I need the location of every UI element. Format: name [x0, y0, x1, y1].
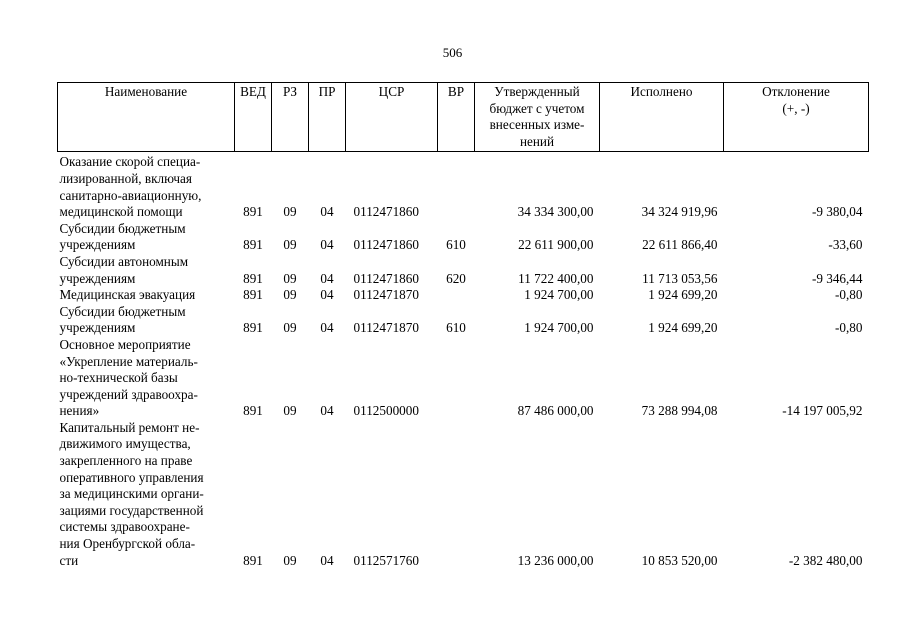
cell-pr: 04: [320, 270, 334, 286]
header-pr: ПР: [309, 83, 346, 152]
budget-table: [57, 82, 869, 569]
table-row: [58, 254, 869, 287]
cell-name: [58, 304, 235, 337]
cell-csr: 0112471860: [353, 237, 419, 253]
cell-csr: 0112471860: [353, 270, 419, 286]
header-rz: РЗ: [272, 83, 309, 152]
cell-budget: 1 924 700,00: [524, 320, 594, 336]
cell-name-line: системы здравоохране-: [59, 519, 190, 535]
cell-name: [58, 420, 235, 569]
cell-name: [58, 221, 235, 254]
cell-name-line: ния Оренбургской обла-: [59, 536, 196, 552]
cell-name: [58, 337, 235, 420]
cell-budget: 22 611 900,00: [518, 237, 594, 253]
cell-name: [58, 287, 235, 304]
cell-vr: [438, 420, 475, 569]
cell-name-line: закрепленного на праве: [59, 453, 193, 469]
cell-ved: 891: [243, 287, 263, 303]
table-header-row: [58, 83, 869, 152]
cell-pr: 04: [320, 320, 334, 336]
cell-deviation: -0,80: [835, 287, 863, 303]
cell-name-line: медицинской помощи: [59, 204, 183, 220]
header-budget-line: бюджет с учетом: [489, 100, 585, 116]
header-csr: ЦСР: [346, 83, 438, 152]
cell-pr: 04: [320, 552, 334, 568]
header-budget-line: внесенных изме-: [489, 117, 585, 133]
page-number: 506: [442, 45, 463, 60]
cell-name-line: оперативного управления: [59, 469, 204, 485]
cell-name-line: Субсидии бюджетным: [59, 303, 186, 319]
header-deviation-line: (+, -): [782, 100, 810, 116]
cell-csr: 0112471860: [353, 204, 419, 220]
header-executed: Исполнено: [600, 83, 724, 152]
cell-name-line: зациями государственной: [59, 502, 204, 518]
cell-name-line: Капитальный ремонт не-: [59, 419, 200, 435]
table-row: [58, 304, 869, 337]
cell-name-line: движимого имущества,: [59, 436, 191, 452]
cell-pr: 04: [320, 204, 334, 220]
cell-name-line: лизированной, включая: [59, 170, 192, 186]
cell-ved: 891: [243, 270, 263, 286]
cell-vr: [438, 152, 475, 221]
cell-budget: 11 722 400,00: [518, 270, 594, 286]
table-row: [58, 337, 869, 420]
cell-name-line: Субсидии бюджетным: [59, 220, 186, 236]
header-vr: ВР: [438, 83, 475, 152]
cell-name-line: сти: [59, 552, 79, 568]
cell-vr: [438, 337, 475, 420]
cell-vr: [438, 287, 475, 304]
cell-vr: 620: [446, 270, 466, 286]
cell-rz: 09: [283, 552, 297, 568]
cell-name-line: санитарно-авиационную,: [59, 187, 202, 203]
cell-ved: 891: [243, 320, 263, 336]
cell-deviation: -14 197 005,92: [782, 403, 863, 419]
cell-name-line: «Укрепление материаль-: [59, 353, 198, 369]
table-row: [58, 287, 869, 304]
cell-budget: 13 236 000,00: [517, 552, 594, 568]
cell-deviation: -0,80: [835, 320, 863, 336]
cell-budget: 34 334 300,00: [517, 204, 594, 220]
header-deviation-line: Отклонение: [762, 84, 830, 99]
header-budget-line: Утвержденный: [494, 84, 580, 99]
cell-deviation: -9 380,04: [811, 204, 863, 220]
cell-pr: 04: [320, 403, 334, 419]
cell-executed: 1 924 699,20: [648, 287, 718, 303]
table-row: [58, 420, 869, 569]
cell-pr: 04: [320, 237, 334, 253]
cell-vr: 610: [446, 320, 466, 336]
cell-rz: 09: [283, 204, 297, 220]
header-deviation: [724, 83, 869, 152]
cell-name-line: учреждениям: [59, 320, 136, 336]
header-budget-line: нений: [519, 133, 555, 149]
cell-ved: 891: [243, 204, 263, 220]
header-ved: ВЕД: [235, 83, 272, 152]
cell-name: [58, 152, 235, 221]
cell-executed: 1 924 699,20: [648, 320, 718, 336]
header-budget: [475, 83, 600, 152]
cell-deviation: -33,60: [828, 237, 863, 253]
cell-executed: 10 853 520,00: [641, 552, 718, 568]
cell-name-line: нения»: [59, 403, 100, 419]
cell-rz: 09: [283, 270, 297, 286]
cell-name-line: но-технической базы: [59, 370, 178, 386]
cell-csr: 0112471870: [353, 320, 419, 336]
cell-executed: 73 288 994,08: [641, 403, 718, 419]
cell-deviation: -9 346,44: [811, 270, 863, 286]
cell-ved: 891: [243, 237, 263, 253]
cell-csr: 0112471870: [353, 287, 419, 303]
cell-name-line: Субсидии автономным: [59, 253, 189, 269]
header-name: Наименование: [58, 83, 235, 152]
cell-deviation: -2 382 480,00: [788, 552, 863, 568]
cell-rz: 09: [283, 403, 297, 419]
cell-csr: 0112500000: [353, 403, 419, 419]
cell-vr: 610: [446, 237, 466, 253]
cell-budget: 1 924 700,00: [524, 287, 594, 303]
cell-rz: 09: [283, 287, 297, 303]
cell-pr: 04: [320, 287, 334, 303]
table-body: [58, 152, 869, 569]
cell-name-line: Оказание скорой специа-: [59, 154, 201, 170]
cell-executed: 34 324 919,96: [641, 204, 718, 220]
cell-rz: 09: [283, 320, 297, 336]
cell-executed: 11 713 053,56: [642, 270, 718, 286]
cell-name-line: учреждений здравоохра-: [59, 386, 198, 402]
cell-budget: 87 486 000,00: [517, 403, 594, 419]
cell-ved: 891: [243, 552, 263, 568]
table-row: [58, 221, 869, 254]
cell-csr: 0112571760: [353, 552, 419, 568]
cell-name-line: учреждениям: [59, 270, 136, 286]
table-row: [58, 152, 869, 221]
cell-name-line: Основное мероприятие: [59, 336, 191, 352]
cell-name-line: Медицинская эвакуация: [59, 287, 196, 303]
cell-ved: 891: [243, 403, 263, 419]
cell-name-line: учреждениям: [59, 237, 136, 253]
cell-executed: 22 611 866,40: [642, 237, 718, 253]
cell-rz: 09: [283, 237, 297, 253]
cell-name: [58, 254, 235, 287]
cell-name-line: за медицинскими органи-: [59, 486, 204, 502]
